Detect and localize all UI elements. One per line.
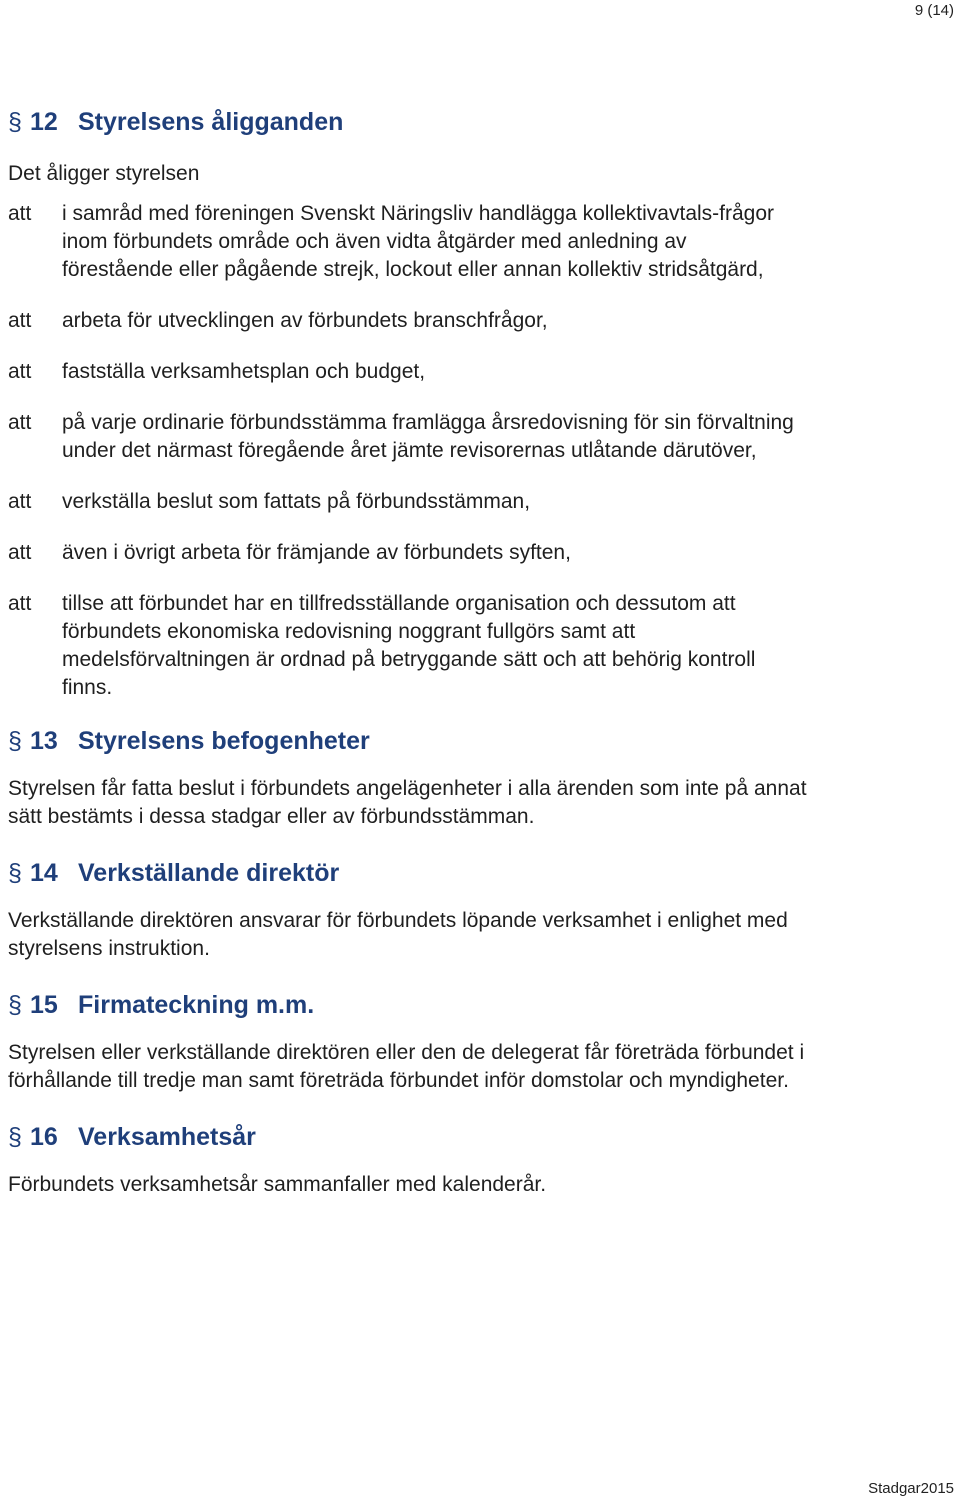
list-item-text: i samråd med föreningen Svenskt Näringsliv handlägga kollektivavtals-frågor inom förbundets område och även vidta åtgärder med anledning av förestående eller pågående strejk, lockout eller annan kollektiv stridsåtgärd, — [62, 202, 775, 281]
footer-label: Stadgar2015 — [868, 1480, 954, 1497]
att-list — [8, 200, 938, 702]
section-heading — [8, 989, 938, 1021]
list-item — [8, 358, 938, 386]
att-word: att — [8, 490, 32, 513]
att-word: att — [8, 541, 32, 564]
section-15 — [8, 989, 938, 1095]
list-item-text: på varje ordinarie förbundsstämma framlägga årsredovisning för sin förvaltning under det närmast föregående året jämte revisorernas utlåtande därutöver, — [62, 411, 794, 462]
list-item-text: verkställa beslut som fattats på förbundsstämman, — [62, 490, 531, 513]
section-title: Verkställande direktör — [78, 859, 340, 887]
att-word: att — [8, 309, 32, 332]
list-item — [8, 488, 938, 516]
section-title: Styrelsens åligganden — [78, 108, 344, 136]
paragraph-sign-icon: § — [8, 991, 22, 1019]
section-intro: Det åligger styrelsen — [8, 162, 200, 185]
section-title: Firmateckning m.m. — [78, 991, 315, 1019]
att-word: att — [8, 411, 32, 434]
section-13 — [8, 725, 938, 831]
list-item — [8, 200, 938, 284]
paragraph-sign-icon: § — [8, 727, 22, 755]
list-item-text: arbeta för utvecklingen av förbundets branschfrågor, — [62, 309, 548, 332]
document-body — [8, 106, 938, 1199]
list-item-text: tillse att förbundet har en tillfredsställande organisation och dessutom att förbundets ekonomiska redovisning noggrant fullgörs samt att medelsförvaltningen är ordnad på betryggande sätt och att behörig kontroll finns. — [62, 592, 756, 699]
section-16 — [8, 1121, 938, 1199]
list-item — [8, 409, 938, 465]
section-title: Styrelsens befogenheter — [78, 727, 370, 755]
list-item — [8, 539, 938, 567]
section-heading — [8, 725, 938, 757]
section-number: 16 — [30, 1123, 58, 1151]
section-text: Förbundets verksamhetsår sammanfaller med kalenderår. — [8, 1173, 547, 1196]
att-word: att — [8, 592, 32, 615]
section-text: Styrelsen eller verkställande direktören eller den de delegerat får företräda förbundet i förhållande till tredje man samt företräda förbundet inför domstolar och myndigheter. — [8, 1041, 805, 1092]
section-heading — [8, 1121, 938, 1153]
paragraph-sign-icon: § — [8, 1123, 22, 1151]
list-item-text: även i övrigt arbeta för främjande av förbundets syften, — [62, 541, 571, 564]
section-text: Styrelsen får fatta beslut i förbundets angelägenheter i alla ärenden som inte på annat sätt bestämts i dessa stadgar eller av förbundsstämman. — [8, 777, 807, 828]
section-heading — [8, 106, 938, 138]
paragraph-sign-icon: § — [8, 108, 22, 136]
page-number: 9 (14) — [914, 2, 954, 19]
section-12 — [8, 106, 938, 702]
section-heading — [8, 857, 938, 889]
list-item — [8, 307, 938, 335]
att-word: att — [8, 360, 32, 383]
section-number: 15 — [30, 991, 58, 1019]
section-title: Verksamhetsår — [78, 1123, 256, 1151]
att-word: att — [8, 202, 32, 225]
section-number: 14 — [30, 859, 58, 887]
section-number: 12 — [30, 108, 58, 136]
list-item — [8, 590, 938, 702]
list-item-text: fastställa verksamhetsplan och budget, — [62, 360, 426, 383]
section-number: 13 — [30, 727, 58, 755]
paragraph-sign-icon: § — [8, 859, 22, 887]
section-text: Verkställande direktören ansvarar för förbundets löpande verksamhet i enlighet med styrelsens instruktion. — [8, 909, 788, 960]
section-14 — [8, 857, 938, 963]
